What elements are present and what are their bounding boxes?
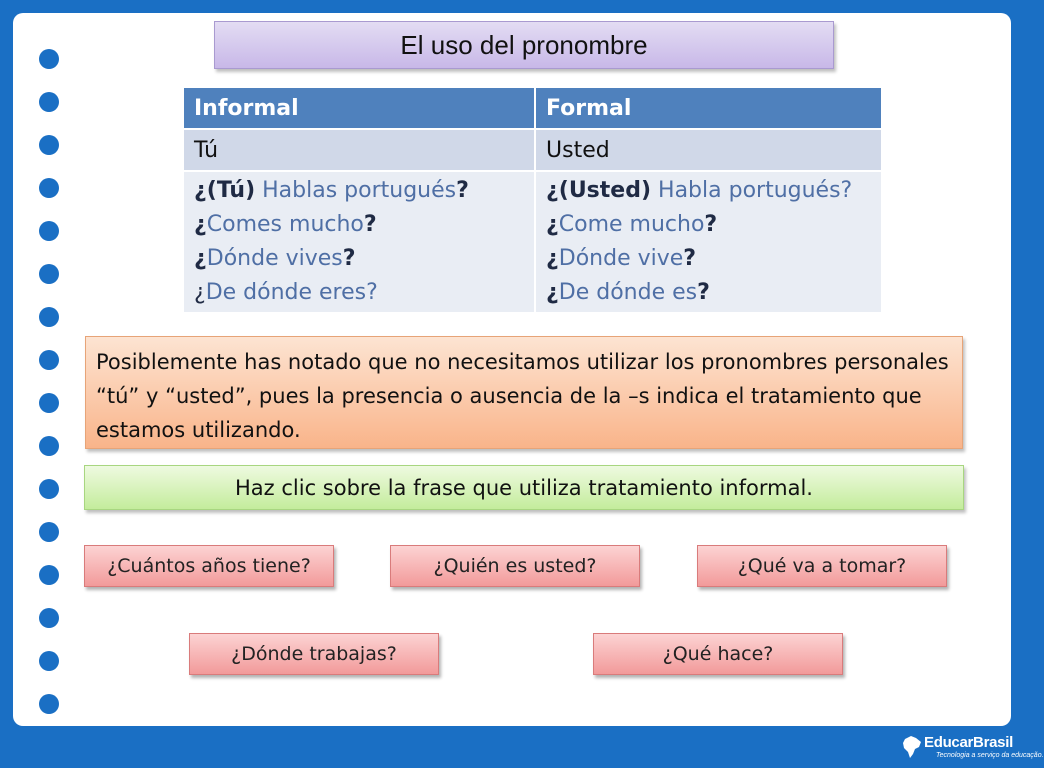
spiral-hole xyxy=(39,479,59,499)
question-line: ¿(Usted) Habla portugués? xyxy=(546,178,853,203)
spiral-hole xyxy=(39,221,59,241)
spiral-hole xyxy=(39,49,59,69)
spiral-hole xyxy=(39,178,59,198)
spiral-hole xyxy=(39,264,59,284)
question-line: ¿De dónde es? xyxy=(546,280,710,305)
spiral-hole xyxy=(39,436,59,456)
informal-examples-cell xyxy=(183,171,535,313)
pronoun-table xyxy=(182,86,883,314)
question-line: ¿Come mucho? xyxy=(546,212,718,237)
educarbrasil-logo xyxy=(902,733,1044,763)
option-que-va-a-tomar[interactable]: ¿Qué va a tomar? xyxy=(697,545,947,587)
cell-tu: Tú xyxy=(183,129,535,171)
question-line: ¿(Tú) Hablas portugués? xyxy=(194,178,469,203)
option-donde-trabajas[interactable]: ¿Dónde trabajas? xyxy=(189,633,439,675)
formal-examples-cell xyxy=(535,171,882,313)
instruction-box: Haz clic sobre la frase que utiliza tratamiento informal. xyxy=(84,465,964,510)
spiral-hole xyxy=(39,135,59,155)
spiral-hole xyxy=(39,694,59,714)
spiral-hole xyxy=(39,522,59,542)
cell-usted: Usted xyxy=(535,129,882,171)
spiral-hole xyxy=(39,608,59,628)
question-line: ¿De dónde eres? xyxy=(194,280,378,305)
spiral-hole xyxy=(39,307,59,327)
option-que-hace[interactable]: ¿Qué hace? xyxy=(593,633,843,675)
spiral-hole xyxy=(39,393,59,413)
column-header-informal: Informal xyxy=(183,87,535,129)
option-quien-es-usted[interactable]: ¿Quién es usted? xyxy=(390,545,640,587)
table-row xyxy=(183,129,882,171)
table-row xyxy=(183,171,882,313)
slide-title: El uso del pronombre xyxy=(214,21,834,69)
spiral-hole xyxy=(39,350,59,370)
spiral-hole xyxy=(39,92,59,112)
spiral-hole xyxy=(39,565,59,585)
logo-wordmark: EducarBrasil xyxy=(924,734,1013,751)
table-header-row xyxy=(183,87,882,129)
question-line: ¿Comes mucho? xyxy=(194,212,377,237)
brazil-map-icon xyxy=(902,735,922,759)
spiral-hole xyxy=(39,651,59,671)
spiral-holes xyxy=(39,49,61,721)
question-line: ¿Dónde vives? xyxy=(194,246,356,271)
logo-tagline: Tecnologia a serviço da educação. xyxy=(936,752,1044,759)
explanation-note: Posiblemente has notado que no necesitamos utilizar los pronombres personales “tú” y “usted”, pues la presencia o ausencia de la –s indica el tratamiento que estamos utilizando. xyxy=(85,336,963,449)
column-header-formal: Formal xyxy=(535,87,882,129)
option-cuantos-anos-tiene[interactable]: ¿Cuántos años tiene? xyxy=(84,545,334,587)
question-line: ¿Dónde vive? xyxy=(546,246,697,271)
